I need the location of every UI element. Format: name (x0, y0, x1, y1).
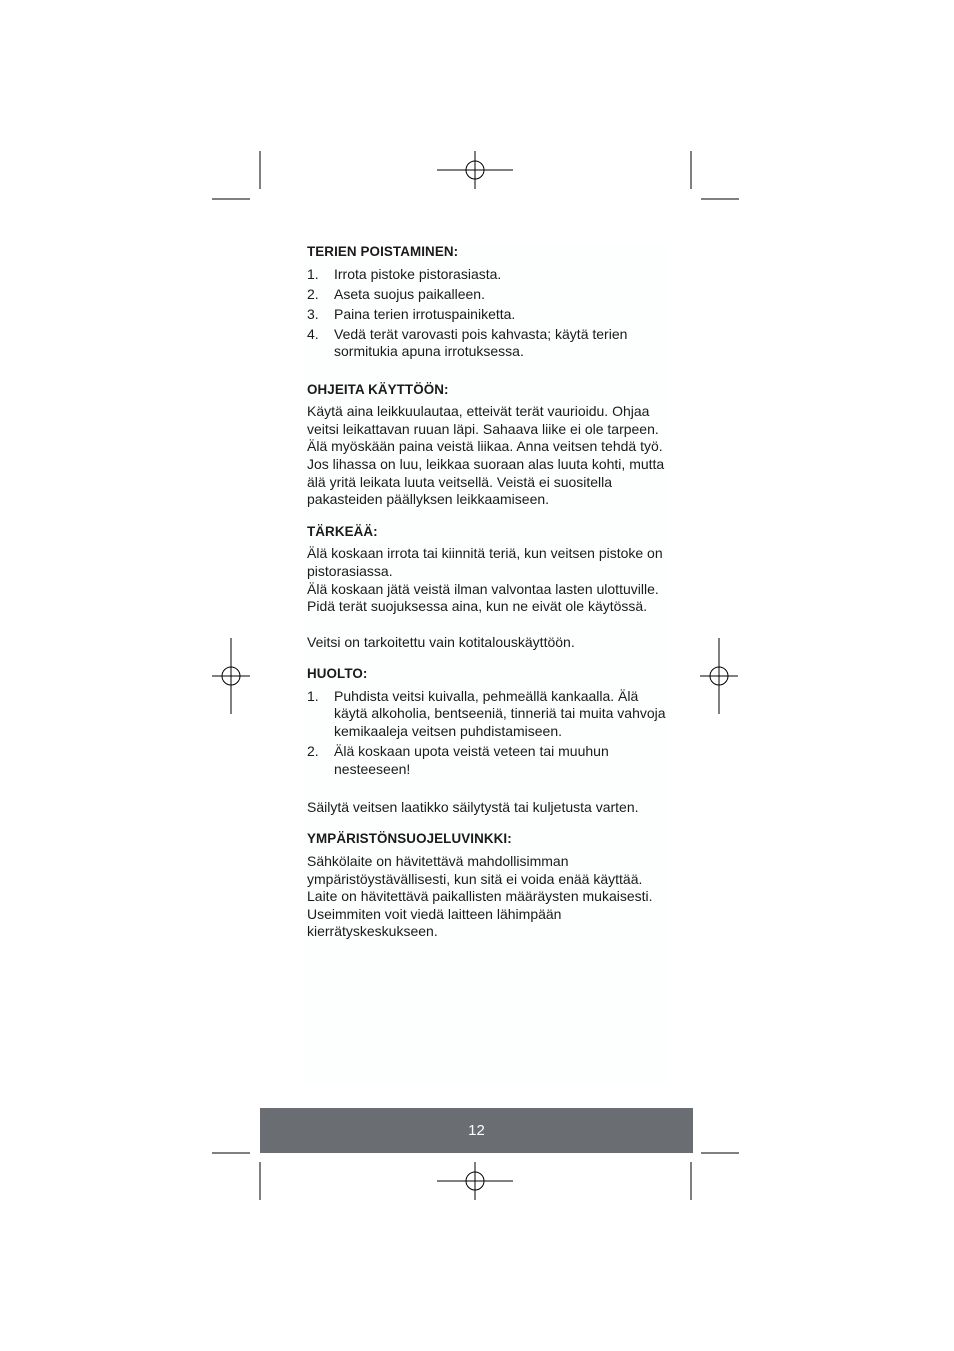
list-item (307, 266, 672, 284)
household-use-note: Veitsi on tarkoitettu vain kotitalouskäyttöön. (307, 633, 575, 650)
section-heading-important: TÄRKEÄÄ: (307, 523, 378, 539)
registration-mark-bottom (437, 1162, 513, 1200)
important-line-1: Älä koskaan irrota tai kiinnitä teriä, kun veitsen pistoke on pistorasiassa. (307, 545, 663, 579)
step-number: 2. (307, 285, 319, 302)
important-line-3: Pidä terät suojuksessa aina, kun ne eivät ole käytössä. (307, 598, 648, 615)
list-item (307, 326, 672, 361)
step-text: Puhdista veitsi kuivalla, pehmeällä kankaalla. Älä käytä alkoholia, bentseeniä, tinneriä tai muita vahvoja kemikaaleja veitsen puhdistamiseen. (334, 687, 666, 740)
registration-mark-top (437, 151, 513, 189)
section-heading-removal: TERIEN POISTAMINEN: (307, 244, 459, 259)
step-text: Vedä terät varovasti pois kahvasta; käytä terien sormitukia apuna irrotuksessa. (334, 325, 628, 360)
step-number: 4. (307, 325, 319, 342)
step-number: 1. (307, 687, 319, 704)
page-number: 12 (468, 1122, 485, 1139)
step-number: 2. (307, 743, 319, 760)
registration-mark-right (700, 638, 738, 714)
registration-mark-left (212, 638, 250, 714)
footer-bar (260, 1108, 693, 1153)
step-text: Älä koskaan upota veistä veteen tai muuhun nesteeseen! (334, 743, 609, 777)
list-item (307, 306, 672, 324)
important-line-2: Älä koskaan jätä veistä ilman valvontaa lasten ulottuville. (307, 580, 659, 597)
manual-page-content (307, 243, 672, 941)
step-number: 3. (307, 305, 319, 322)
environment-paragraph: Sähkölaite on hävitettävä mahdollisimman ympäristöystävällisesti, kun sitä ei voida enää käyttää. Laite on hävitettävä paikallisten määräysten mukaisesti. Useimmiten voit viedä laitteen lähimpään kierrätyskeskukseen. (307, 853, 653, 940)
step-number: 1. (307, 265, 319, 282)
step-text: Irrota pistoke pistorasiasta. (334, 265, 502, 282)
maintenance-steps-list (307, 688, 672, 778)
usage-paragraph: Käytä aina leikkuulautaa, etteivät terät vaurioidu. Ohjaa veitsi leikattavan ruuan läpi. Sahaava liike ei ole tarpeen. Älä myöskään paina veistä liikaa. Anna veitsen tehdä työ. Jos lihassa on luu, leikkaa suoraan alas luuta kohti, mutta älä yritä leikata luuta veitsellä. Veistä ei suositella pakasteiden päällyksen leikkaamiseen. (307, 403, 665, 508)
section-heading-environment: YMPÄRISTÖNSUOJELUVINKKI: (307, 831, 512, 847)
storage-note: Säilytä veitsen laatikko säilytystä tai kuljetusta varten. (307, 798, 639, 815)
list-item (307, 286, 672, 304)
section-heading-usage: OHJEITA KÄYTTÖÖN: (307, 381, 449, 397)
list-item (307, 743, 672, 778)
removal-steps-list (307, 266, 672, 361)
step-text: Aseta suojus paikalleen. (334, 285, 485, 302)
step-text: Paina terien irrotuspainiketta. (334, 305, 516, 322)
list-item (307, 688, 672, 741)
section-heading-maintenance: HUOLTO: (307, 666, 368, 682)
